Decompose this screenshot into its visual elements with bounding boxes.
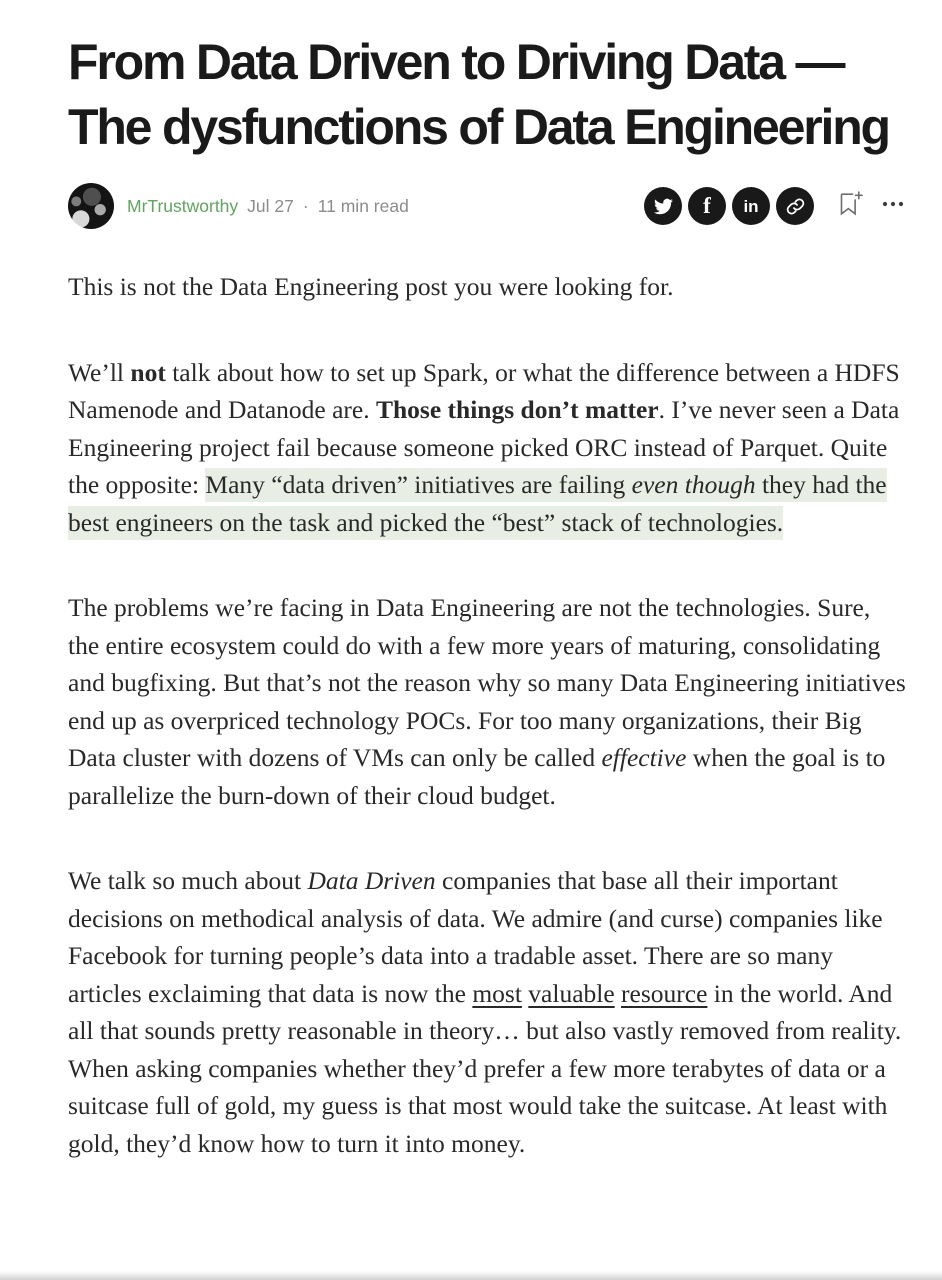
facebook-icon: f bbox=[703, 192, 711, 218]
inline-link[interactable]: most bbox=[472, 978, 522, 1008]
text-span: This is not the Data Engineering post you were looking for. bbox=[68, 272, 674, 301]
text-span: effective bbox=[601, 743, 687, 772]
text-span: when the goal is to parallelize the burn-down of their cloud budget. bbox=[68, 743, 886, 810]
linkedin-icon: in bbox=[743, 196, 759, 216]
twitter-icon bbox=[654, 197, 673, 216]
bookmark-plus-icon bbox=[834, 189, 864, 224]
copy-link-button[interactable] bbox=[776, 187, 814, 225]
text-span: not bbox=[130, 357, 166, 387]
share-toolbar bbox=[638, 187, 906, 225]
article-paragraph bbox=[68, 589, 906, 814]
bottom-edge-shadow bbox=[0, 1271, 942, 1280]
text-span: Data Driven bbox=[307, 866, 436, 895]
inline-link[interactable]: valuable bbox=[528, 978, 615, 1008]
text-span: . I’ve never seen a Data Engineering project fail because someone picked ORC instead of Parquet. Quite the opposite: bbox=[68, 395, 900, 499]
byline-row bbox=[68, 182, 906, 230]
text-span: We talk so much about bbox=[68, 866, 308, 895]
byline-separator: · bbox=[302, 195, 309, 216]
highlighted-text: they had the best engineers on the task and picked the “best” stack of technologies. bbox=[68, 468, 887, 540]
text-span: talk about how to set up Spark, or what the difference between a HDFS Namenode and Datanode are. bbox=[68, 357, 900, 424]
ellipsis-icon bbox=[880, 191, 906, 222]
article-paragraph bbox=[68, 862, 906, 1162]
article-paragraph bbox=[68, 354, 906, 542]
text-span: in the world. And all that sounds pretty reasonable in theory… but also vastly removed from reality. When asking companies whether they’d prefer a few more terabytes of data or a suitcase full of gold, my guess is that most would take the suitcase. At least with gold, they’d know how to turn it into money. bbox=[68, 978, 902, 1158]
linkedin-share-button[interactable] bbox=[732, 187, 770, 225]
byline-text bbox=[127, 196, 409, 217]
twitter-share-button[interactable] bbox=[644, 187, 682, 225]
bookmark-button[interactable] bbox=[834, 189, 864, 224]
article-page bbox=[68, 0, 906, 1162]
text-span: The problems we’re facing in Data Engineering are not the technologies. Sure, the entire ecosystem could do with a few more years of maturing, consolidating and bugfixing. But that’s not the reason why so many Data Engineering initiatives end up as overpriced technology POCs. For too many organizations, their Big Data cluster with dozens of VMs can only be called bbox=[68, 593, 906, 772]
highlighted-text: Many “data driven” initiatives are failing bbox=[205, 468, 631, 502]
author-name-link[interactable]: MrTrustworthy bbox=[127, 195, 239, 216]
article-title: From Data Driven to Driving Data — The dysfunctions of Data Engineering bbox=[68, 34, 889, 155]
publish-date: Jul 27 bbox=[247, 195, 294, 216]
read-time: 11 min read bbox=[317, 195, 409, 216]
more-options-button[interactable] bbox=[880, 191, 906, 222]
highlighted-text: even though bbox=[632, 468, 756, 502]
article-paragraph bbox=[68, 268, 906, 306]
text-span: companies that base all their important decisions on methodical analysis of data. We admire (and curse) companies like Facebook for turning people’s data into a tradable asset. There are so many articles exclaiming that data is now the bbox=[68, 866, 883, 1008]
text-span: Those things don’t matter bbox=[375, 395, 659, 424]
text-span: We’ll bbox=[68, 357, 131, 387]
author-avatar[interactable] bbox=[68, 183, 114, 229]
facebook-share-button[interactable] bbox=[688, 187, 726, 225]
article-body bbox=[68, 268, 906, 1162]
inline-link[interactable]: resource bbox=[621, 978, 708, 1008]
link-icon bbox=[786, 197, 805, 216]
